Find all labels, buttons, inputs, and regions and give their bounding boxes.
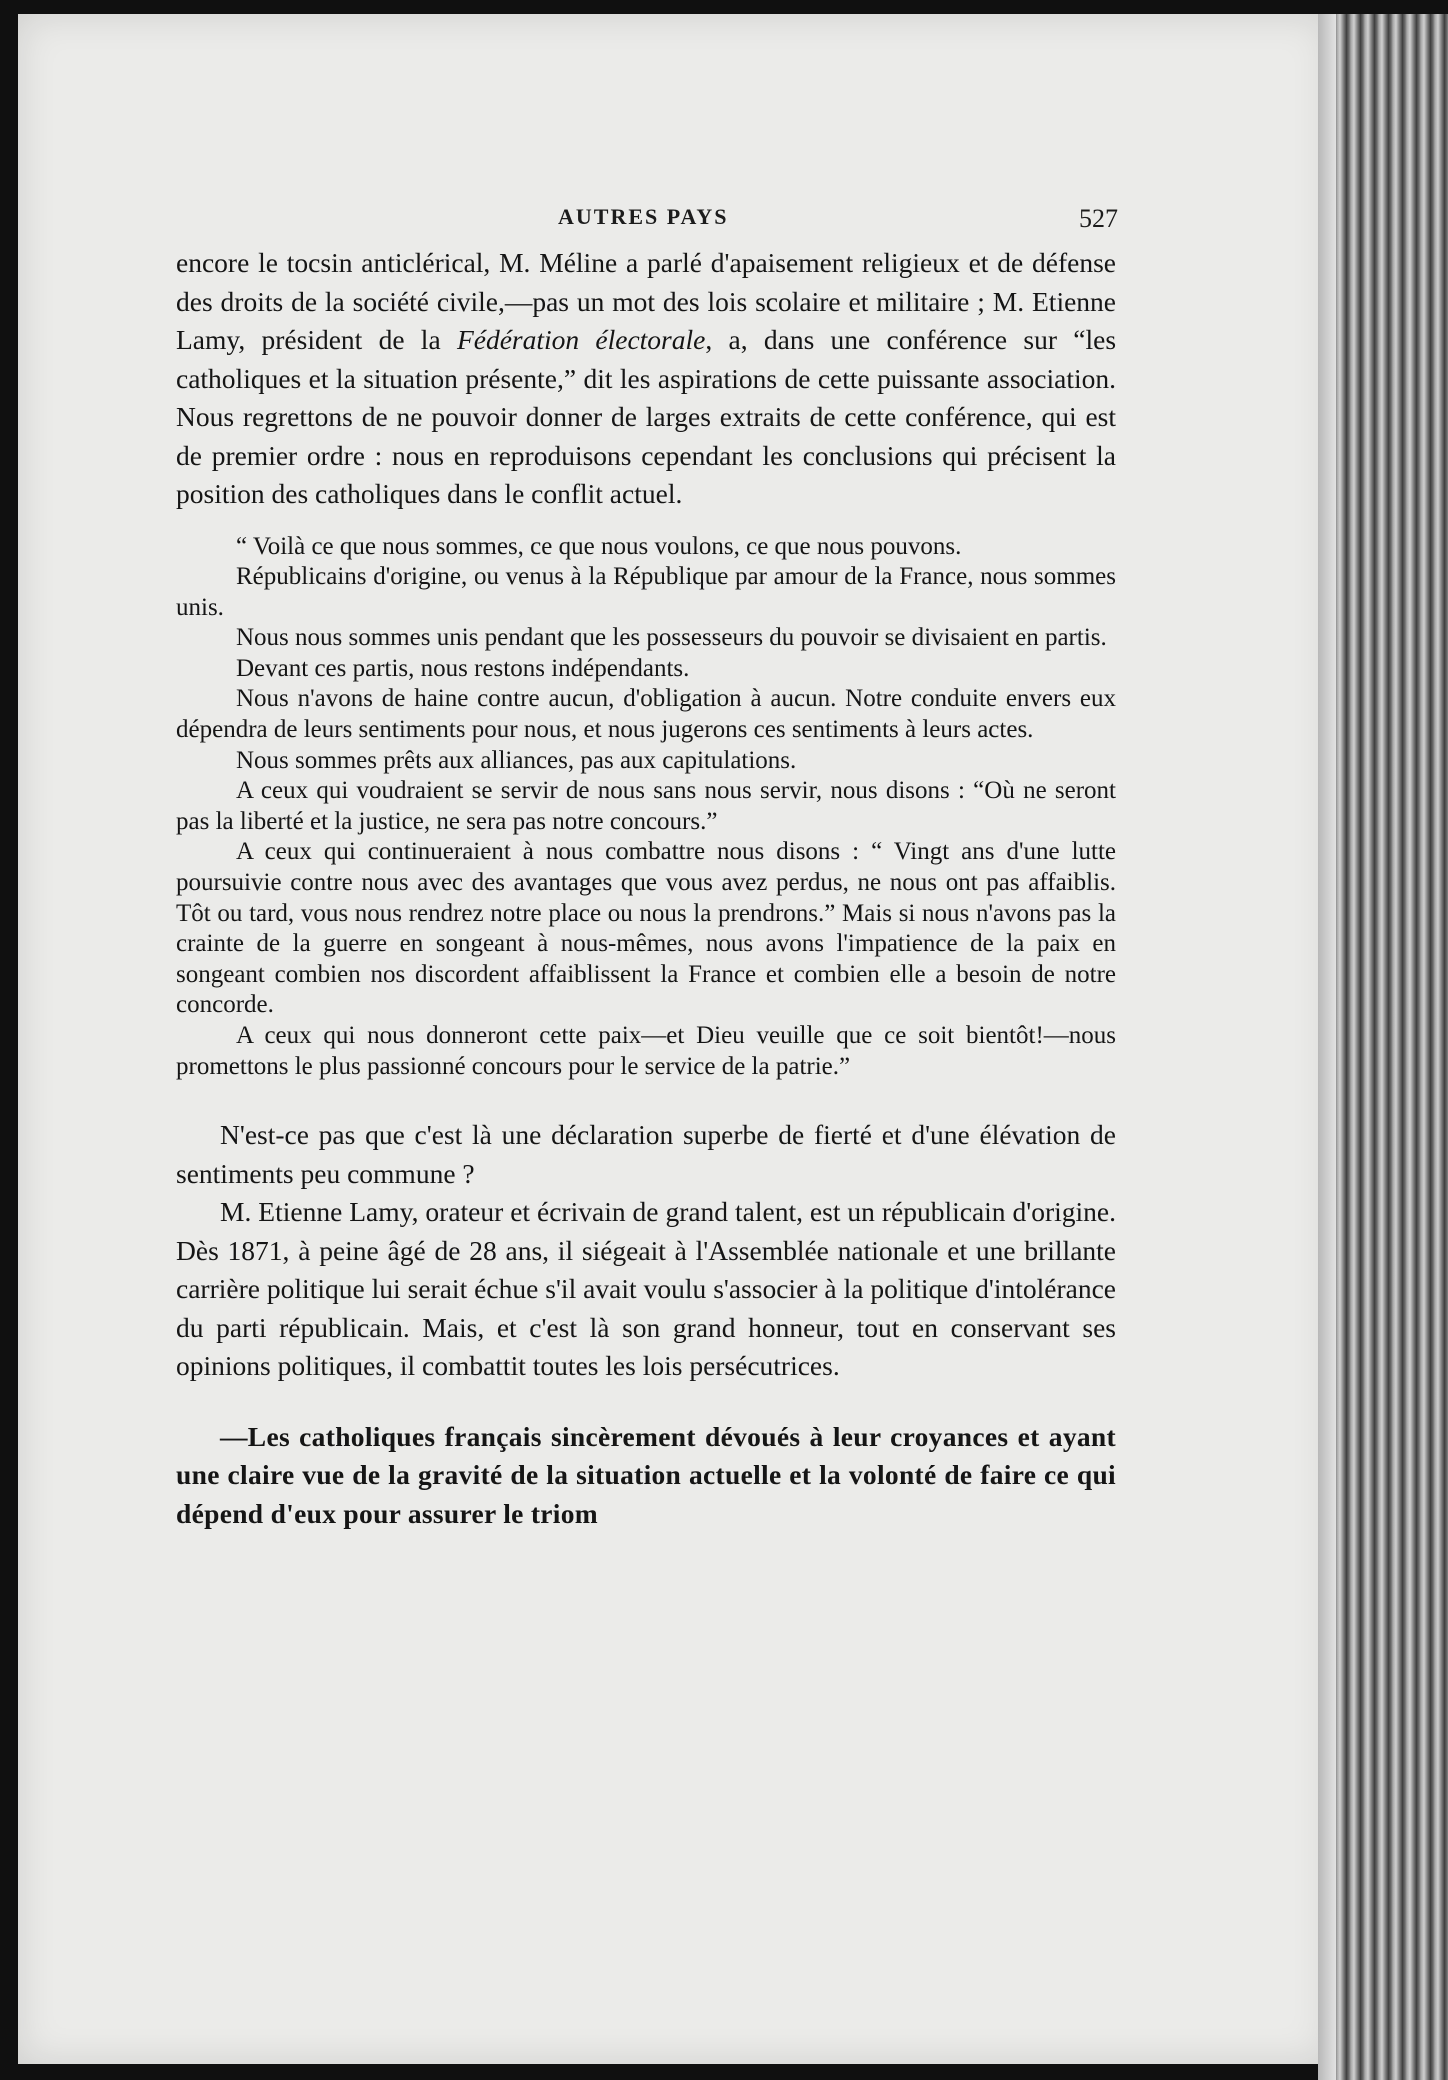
quote-line: A ceux qui voudraient se servir de nous sans nous servir, nous disons : “Où ne seront pas la liberté et la justice, ne sera pas notre concours.”: [176, 777, 1116, 835]
paragraph-1-start: encore le tocsin anticlérical, M. Méline a parlé d'apaisement religieux et de défense des droits de la société civile,—pas un mot des lois scolaire et militaire ; M. Etienne Lamy, président de la: [176, 247, 1116, 355]
quote-line: “ Voilà ce que nous sommes, ce que nous voulons, ce que nous pouvons.: [236, 532, 962, 560]
quote-line: Devant ces partis, nous restons indépendants.: [236, 654, 690, 682]
quote-line: Nous nous sommes unis pendant que les possesseurs du pouvoir se divisaient en partis.: [236, 624, 1107, 652]
quote-line: Nous sommes prêts aux alliances, pas aux capitulations.: [236, 746, 797, 774]
paragraph-1: [176, 244, 1116, 514]
paragraph-2: N'est-ce pas que c'est là une déclaration superbe de fierté et d'une élévation de sentiments peu commune ?: [176, 1119, 1116, 1189]
quote-line: Républicains d'origine, ou venus à la République par amour de la France, nous sommes unis.: [176, 563, 1116, 621]
block-quote: [176, 532, 1116, 1083]
federation-title: Fédération électorale: [456, 324, 706, 355]
page-edges: [1318, 14, 1448, 2080]
paragraph-3: M. Etienne Lamy, orateur et écrivain de grand talent, est un républicain d'origine. Dès 1871, à peine âgé de 28 ans, il siégeait à l'Assemblée nationale et une brillante carrière politique lui serait échue s'il avait voulu s'associer à la politique d'intolérance du parti républicain. Mais, et c'est là son grand honneur, tout en conservant ses opinions politiques, il combattit toutes les lois persécutrices.: [176, 1196, 1116, 1382]
quote-line: Nous n'avons de haine contre aucun, d'obligation à aucun. Notre conduite envers eux dépendra de leurs sentiments pour nous, et nous jugerons ces sentiments à leurs actes.: [176, 685, 1116, 744]
commentary: [176, 1116, 1116, 1386]
page-header: [178, 204, 1118, 238]
quote-line: A ceux qui continueraient à nous combattre nous disons : “ Vingt ans d'une lutte poursuivie contre nous avec des avantages que vous avez perdus, ne nous ont pas affaiblis. Tôt ou tard, vous nous rendrez notre place ou nous la prendrons.” Mais si nous n'avons pas la crainte de la guerre en songeant à nous-mêmes, nous avons l'impatience de la paix en songeant combien nos discordent affaiblissent la France et combien elle a besoin de notre concorde.: [176, 838, 1116, 1019]
quote-line: A ceux qui nous donneront cette paix—et Dieu veuille que ce soit bientôt!—nous promettons le plus passionné concours pour le service de la patrie.”: [176, 1022, 1116, 1080]
running-title: AUTRES PAYS: [558, 204, 729, 229]
paragraph-4: —Les catholiques français sincèrement dévoués à leur croyances et ayant une claire vue de la gravité de la situation actuelle et la volonté de faire ce qui dépend d'eux pour assurer le triom: [176, 1420, 1116, 1529]
paragraph-1-end: , a, dans une conférence sur “les catholiques et la situation présente,” dit les aspirations de cette puissante association. Nous regrettons de ne pouvoir donner de larges extraits de cette conférence, qui est de premier ordre : nous en reproduisons cependant les conclusions qui précisent la position des catholiques dans le conflit actuel.: [176, 324, 1117, 509]
page-body: [176, 244, 1116, 1533]
page-number: 527: [1079, 204, 1118, 233]
